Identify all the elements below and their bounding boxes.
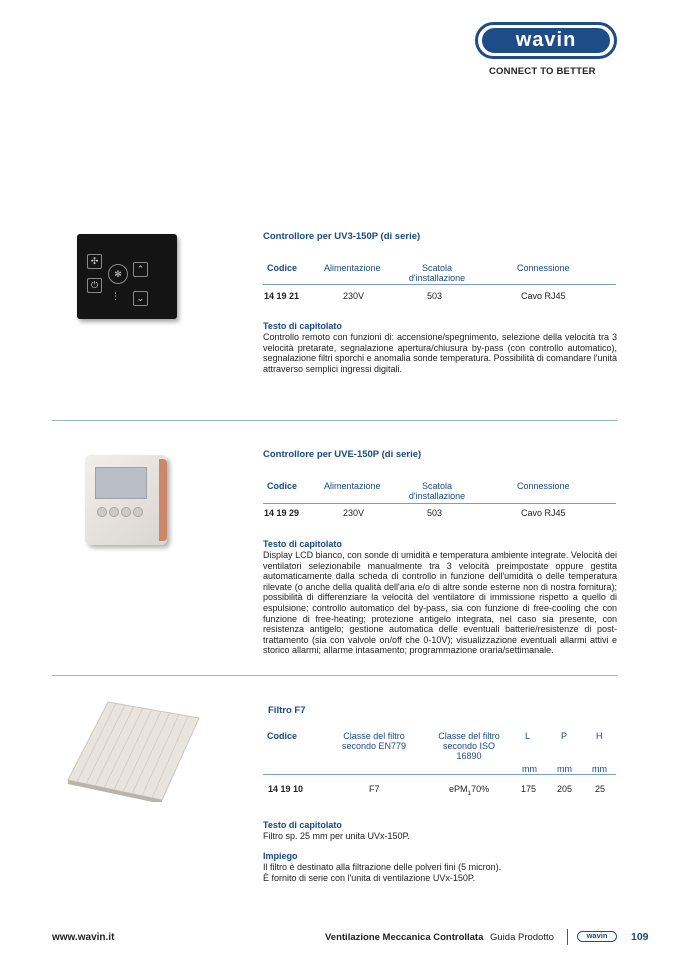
footer-title: Ventilazione Meccanica Controllata [325, 932, 484, 943]
product-title: Controllore per UV3-150P (di serie) [263, 231, 421, 242]
table-rule [263, 774, 616, 775]
header-connessione: Connessione [517, 263, 570, 273]
footer-wavin-logo: wavin [577, 931, 617, 942]
connection-cell: Cavo RJ45 [521, 508, 566, 518]
header-classe-en779: Classe del filtro secondo EN779 [341, 731, 407, 751]
length-cell: 175 [521, 784, 537, 794]
box-cell: 503 [427, 291, 443, 301]
button-icon [121, 507, 131, 517]
depth-cell: 205 [557, 784, 573, 794]
footer-subtitle: Guida Prodotto [490, 932, 554, 943]
impiego-line: È fornito di serie con l'unita di ventilazione UVx-150P. [263, 873, 476, 883]
power-icon: ⏻ [87, 278, 102, 293]
unit-l: mm [522, 764, 537, 774]
filter-image [66, 700, 201, 802]
wavin-logo [475, 22, 617, 59]
iso-class-value: 70% [471, 784, 490, 794]
fan-icon: ✣ [87, 254, 102, 269]
header-alimentazione: Alimentazione [324, 481, 381, 491]
impiego-line: Il filtro è destinato alla filtrazione delle polveri fini (5 micron). [263, 862, 502, 872]
iso-cell [449, 784, 489, 797]
button-icon [109, 507, 119, 517]
chevron-down-icon: ⌄ [133, 291, 148, 306]
code-cell: 14 19 10 [268, 784, 304, 794]
spec-text: Filtro sp. 25 mm per unita UVx-150P. [263, 831, 410, 841]
uve-controller-image [85, 455, 167, 545]
unit-h: mm [592, 764, 607, 774]
header-scatola: Scatola d'installazione [408, 481, 466, 501]
header-connessione: Connessione [517, 481, 570, 491]
housing-edge [159, 459, 167, 541]
uv3-controller-image [77, 234, 177, 319]
button-icon [97, 507, 107, 517]
header-classe-iso: Classe del filtro secondo ISO 16890 [438, 731, 500, 761]
header-l: L [525, 731, 531, 741]
table-rule [263, 503, 616, 504]
lcd-display [95, 467, 147, 499]
section-divider [52, 420, 617, 421]
table-rule [263, 284, 616, 285]
chevron-up-icon: ⌃ [133, 262, 148, 277]
iso-class-subscript: 1 [467, 789, 472, 797]
voltage-cell: 230V [343, 291, 365, 301]
en779-cell: F7 [369, 784, 380, 794]
product-title: Filtro F7 [268, 705, 306, 716]
snowflake-icon: ✻ [108, 264, 128, 284]
box-cell: 503 [427, 508, 443, 518]
header-codice: Codice [267, 731, 298, 741]
product-title: Controllore per UVE-150P (di serie) [263, 449, 422, 460]
header-codice: Codice [267, 263, 298, 273]
footer-divider [567, 929, 568, 945]
brand-tagline: CONNECT TO BETTER [489, 66, 596, 77]
spec-text: Controllo remoto con funzioni di: accensione/spegnimento, selezione della velocità tra 3 velocità pretarate, segnalazione apertura/chiusura by-pass (con controllo automatico), segnalazione filtri sporchi e anomalia sonde temperatura. Possibilità di comandare l'unità attraverso semplici ingressi digitali. [263, 332, 617, 374]
voltage-cell: 230V [343, 508, 365, 518]
page-number: 109 [631, 931, 649, 943]
footer-url[interactable]: www.wavin.it [52, 932, 115, 943]
header-p: P [561, 731, 568, 741]
header-alimentazione: Alimentazione [324, 263, 381, 273]
connection-cell: Cavo RJ45 [521, 291, 566, 301]
section-divider [52, 675, 617, 676]
height-cell: 25 [595, 784, 606, 794]
iso-class-prefix: ePM [449, 784, 468, 794]
header-scatola: Scatola d'installazione [408, 263, 466, 283]
unit-p: mm [557, 764, 572, 774]
speed-indicator-icon: ⋮ [111, 291, 120, 301]
code-cell: 14 19 21 [264, 291, 300, 301]
button-icon [133, 507, 143, 517]
spec-label: Testo di capitolato [263, 820, 342, 830]
spec-label: Testo di capitolato [263, 321, 342, 331]
header-codice: Codice [267, 481, 298, 491]
spec-text: Display LCD bianco, con sonde di umidità e temperatura ambiente integrate. Velocità dei ventilatori selezionabile manualmente tra 3 velocità preimpostate oppure gestita automaticamente dalla scheda di controllo in funzione dell'umidità o delle temperatura rilevate (o anche della qualità dell'aria e/o di altre sonde esterne non di nostra fornitura); possibilità di differenziare la velocità del ventilatore di immissione rispetto a quello di espulsione; controllo automatico del by-pass, sia con funzione di free-cooling che con funzione di free-heating; protezione antigelo integrata, nel caso sia presente, con resistenza antigelo; gestione automatica delle eventuali batterie/resistenze di post-trattamento (sia con valvole on/off che 0-10V); visualizzazione eventuali allarmi attivi e storico allarmi; allarme intasamento; programmazione oraria/settimanale. [263, 550, 617, 656]
wavin-logo-text: wavin [482, 28, 610, 53]
header-h: H [596, 731, 603, 741]
impiego-label: Impiego [263, 851, 298, 861]
spec-label: Testo di capitolato [263, 539, 342, 549]
code-cell: 14 19 29 [264, 508, 300, 518]
